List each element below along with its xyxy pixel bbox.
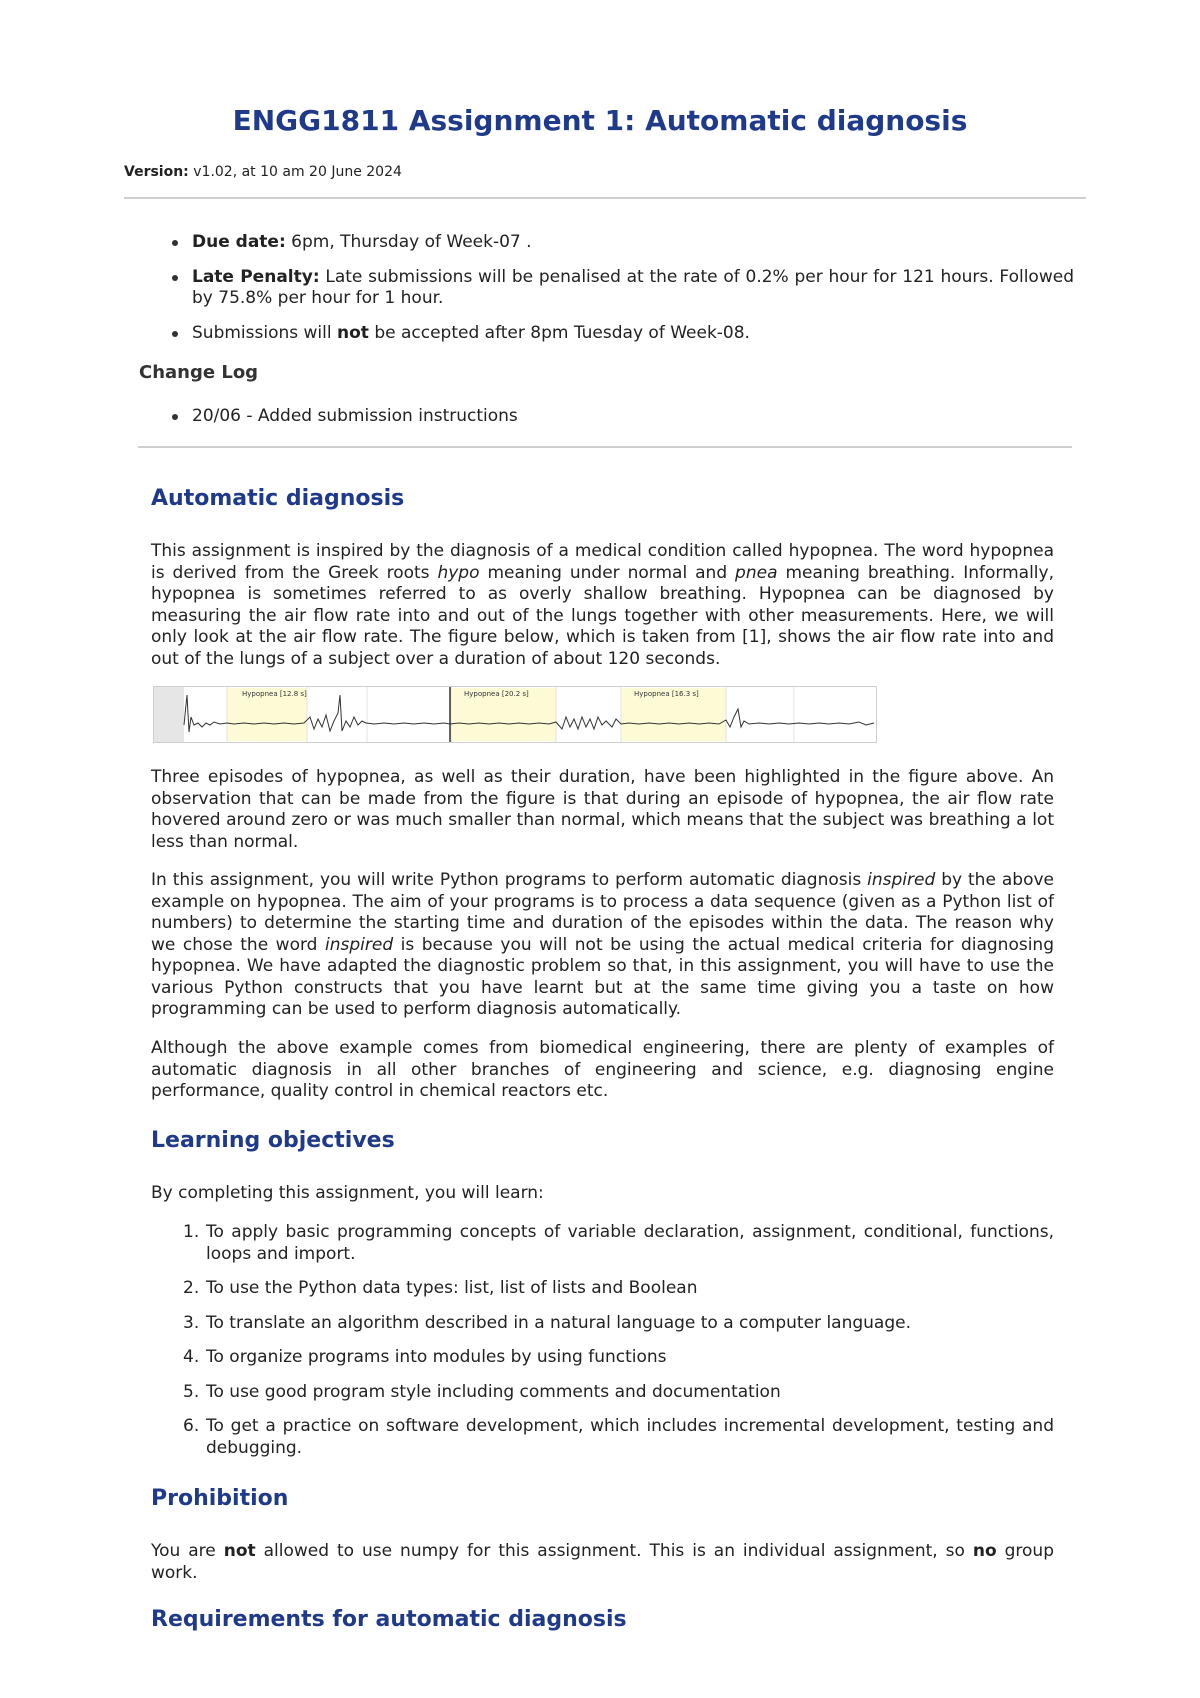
page-title: ENGG1811 Assignment 1: Automatic diagnosis [232, 104, 968, 137]
term-inspired: inspired [867, 870, 936, 890]
due-label: Due date: [192, 232, 286, 252]
list-item [151, 1382, 1054, 1404]
version-label: Version: [124, 164, 189, 180]
item-text: To translate an algorithm described in a natural language to a computer language. [206, 1312, 912, 1333]
learning-objectives-list [151, 1222, 1054, 1472]
examples-paragraph: Although the above example comes from biomedical engineering, there are plenty of examples of automatic diagnosis in all other branches of engineering and science, e.g. diagnosing engine performance, quality control in chemical reactors etc. [151, 1038, 1054, 1101]
hypopnea-label-1: Hypopnea [12.8 s] [242, 690, 307, 698]
text: This assignment is inspired by the diagnosis of a medical condition called hypopnea. The word hypopnea is derived from the Greek roots [151, 541, 1054, 583]
changelog-title: Change Log [139, 362, 259, 383]
text: meaning under normal and [479, 562, 736, 583]
changelog-list [164, 406, 1074, 441]
learning-intro: By completing this assignment, you will learn: [151, 1183, 544, 1203]
item-number: 6. [183, 1416, 200, 1436]
emphasis-not: not [223, 1541, 256, 1561]
item-text: To use the Python data types: list, list of lists and Boolean [206, 1278, 698, 1298]
text: You are [151, 1541, 224, 1561]
assignment-aim-paragraph [151, 870, 1054, 1021]
submission-text-a: Submissions will [192, 323, 337, 343]
list-item [151, 1347, 1054, 1369]
submission-item [164, 323, 1074, 344]
item-number: 4. [183, 1347, 200, 1367]
late-penalty-item [164, 267, 1074, 309]
late-label: Late Penalty: [192, 267, 320, 287]
item-number: 3. [183, 1312, 200, 1333]
info-list [164, 232, 1074, 358]
text: is because you will not be using the actual medical criteria for diagnosing hypopnea. We have adapted the diagnostic problem so that, in this assignment, you will have to use the various Python constructs that you have learnt but at the same time giving you a taste on how programming can be used to perform diagnosis automatically. [151, 934, 1054, 1019]
section-heading-prohibition: Prohibition [151, 1486, 289, 1511]
text: meaning breathing. Informally, hypopnea is sometimes referred to as overly shallow breathing. Hypopnea can be diagnosed by measuring the air flow rate into and out of the lungs together with other measurements. Here, we will only look at the air flow rate. The figure below, which is taken from [1], shows the air flow rate into and out of the lungs of a subject over a duration of about 120 seconds. [151, 562, 1054, 669]
submission-text-b: be accepted after 8pm Tuesday of Week-08. [368, 323, 750, 343]
section-heading-automatic-diagnosis: Automatic diagnosis [151, 486, 405, 511]
hypopnea-label-3: Hypopnea [16.3 s] [634, 690, 699, 698]
item-number: 2. [183, 1278, 200, 1298]
term-pnea: pnea [735, 562, 778, 583]
episodes-paragraph: Three episodes of hypopnea, as well as their duration, have been highlighted in the figure above. An observation that can be made from the figure is that during an episode of hypopnea, the air flow rate hovered around zero or was much smaller than normal, which means that the subject was breathing a lot less than normal. [151, 767, 1054, 852]
list-item [151, 1313, 1054, 1335]
version-text: v1.02, at 10 am 20 June 2024 [188, 164, 402, 180]
emphasis-no: no [972, 1541, 997, 1561]
list-item [151, 1278, 1054, 1300]
item-number: 5. [183, 1381, 200, 1402]
due-text: 6pm, Thursday of Week-07 . [285, 232, 532, 252]
changelog-item: 20/06 - Added submission instructions [164, 406, 1074, 427]
section-heading-requirements: Requirements for automatic diagnosis [151, 1607, 627, 1632]
airflow-figure [153, 686, 877, 743]
list-item [151, 1222, 1054, 1265]
divider [124, 197, 1086, 199]
divider [138, 446, 1072, 448]
prohibition-paragraph [151, 1541, 1054, 1584]
term-hypo: hypo [437, 562, 480, 583]
text: by the above example on hypopnea. The aim of your programs is to process a data sequence (given as a Python list of numbers) to determine the starting time and duration of the episodes within the data. The reason why we chose the word [151, 870, 1054, 955]
late-text: Late submissions will be penalised at the rate of 0.2% per hour for 121 hours. Followed by 75.8% per hour for 1 hour. [192, 267, 1074, 308]
text: allowed to use numpy for this assignment. This is an individual assignment, so [255, 1541, 973, 1561]
term-inspired: inspired [325, 934, 394, 955]
airflow-waveform [154, 687, 876, 742]
item-text: To apply basic programming concepts of variable declaration, assignment, conditional, functions, loops and import. [206, 1222, 1054, 1264]
due-date-item [164, 232, 1074, 253]
intro-paragraph [151, 541, 1054, 670]
version-line [124, 164, 402, 180]
item-text: To use good program style including comments and documentation [206, 1381, 781, 1402]
figure-axis-panel [154, 687, 184, 742]
item-text: To get a practice on software development, which includes incremental development, testing and debugging. [206, 1416, 1054, 1458]
text: In this assignment, you will write Python programs to perform automatic diagnosis [151, 870, 868, 890]
submission-not: not [337, 323, 369, 343]
hypopnea-label-2: Hypopnea [20.2 s] [464, 690, 529, 698]
item-text: To organize programs into modules by using functions [206, 1347, 667, 1367]
item-number: 1. [183, 1222, 200, 1242]
list-item [151, 1416, 1054, 1459]
section-heading-learning-objectives: Learning objectives [151, 1128, 395, 1153]
text: group work. [151, 1541, 1054, 1583]
